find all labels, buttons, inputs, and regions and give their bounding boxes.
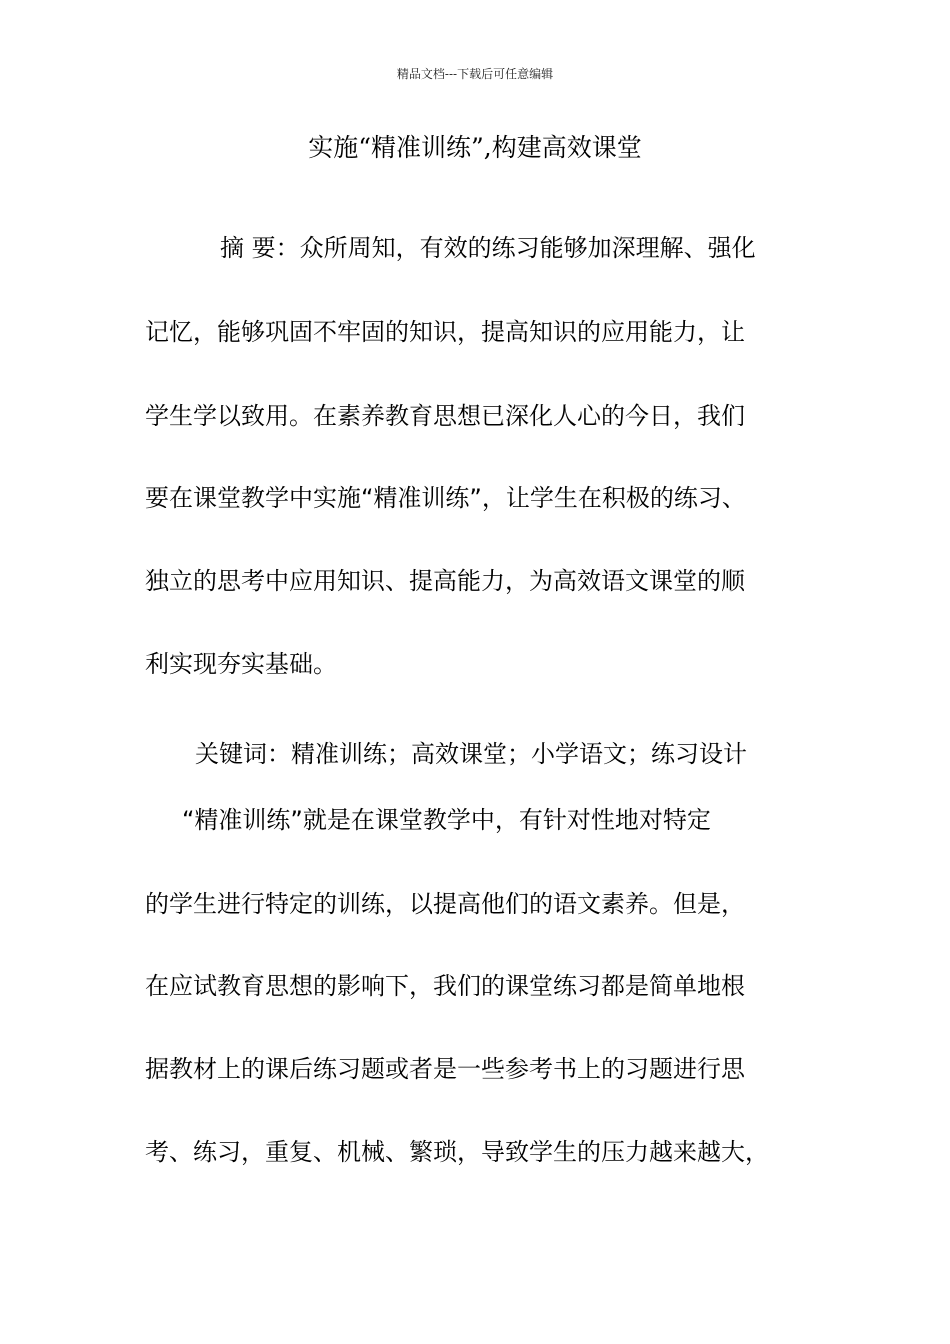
body-line: 据教材上的课后练习题或者是一些参考书上的习题进行思 [145, 1055, 745, 1083]
abstract-line: 独立的思考中应用知识、提高能力，为高效语文课堂的顺 [145, 567, 745, 595]
page-header: 精品文档---下载后可任意编辑 [396, 67, 554, 81]
keywords-line: 关键词：精准训练；高效课堂；小学语文；练习设计 [195, 740, 747, 768]
body-line: “精准训练”就是在课堂教学中，有针对性地对特定 [182, 806, 711, 834]
document-title: 实施“精准训练”,构建高效课堂 [308, 133, 642, 162]
body-line: 的学生进行特定的训练，以提高他们的语文素养。但是， [145, 890, 745, 918]
abstract-line: 摘 要：众所周知，有效的练习能够加深理解、强化 [220, 234, 756, 262]
abstract-line: 利实现夯实基础。 [145, 650, 337, 678]
abstract-line: 学生学以致用。在素养教育思想已深化人心的今日，我们 [145, 402, 745, 430]
abstract-line: 要在课堂教学中实施“精准训练”，让学生在积极的练习、 [145, 484, 746, 512]
abstract-line: 记忆，能够巩固不牢固的知识，提高知识的应用能力，让 [145, 318, 745, 346]
body-line: 在应试教育思想的影响下，我们的课堂练习都是简单地根 [145, 972, 745, 1000]
body-line: 考、练习，重复、机械、繁琐，导致学生的压力越来越大， [145, 1138, 769, 1166]
